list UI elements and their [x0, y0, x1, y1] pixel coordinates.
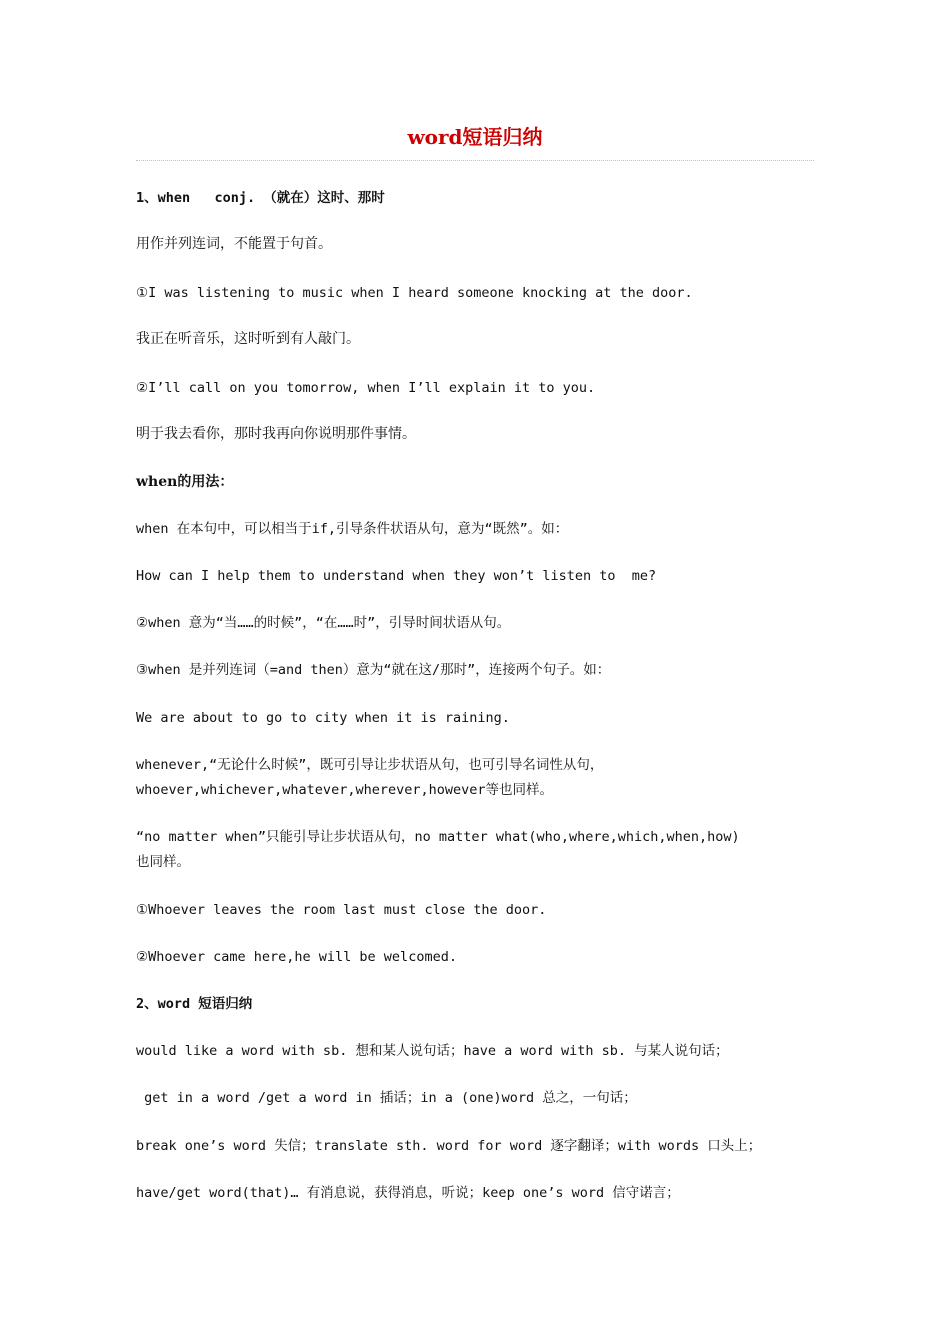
document-title: word短语归纳	[407, 125, 543, 149]
whenever-line-2: whoever,whichever,whatever,wherever,however等也同样。	[136, 782, 553, 798]
usage2-text: ②when 意为“当……的时候”，“在……时”，引导时间状语从句。	[136, 615, 511, 631]
usage1-example: How can I help them to understand when they won’t listen to me?	[136, 568, 657, 584]
section1-heading: 1、when conj. （就在）这时、那时	[136, 190, 385, 206]
usage3-text: ③when 是并列连词（=and then）意为“就在这/那时”，连接两个句子。如：	[136, 662, 611, 678]
no-matter-line-2: 也同样。	[136, 854, 190, 870]
phrase-line-2: get in a word /get a word in 插话；in a (one)word 总之，一句话；	[136, 1090, 637, 1106]
phrase-line-3: break one’s word 失信；translate sth. word for word 逐字翻译；with words 口头上；	[136, 1138, 762, 1154]
example2-chinese: 明于我去看你，那时我再向你说明那件事情。	[136, 426, 416, 442]
phrase-line-1: would like a word with sb. 想和某人说句话；have a word with sb. 与某人说句话；	[136, 1043, 729, 1059]
section1-note: 用作并列连词，不能置于句首。	[136, 236, 332, 252]
example1-chinese: 我正在听音乐，这时听到有人敲门。	[136, 331, 360, 347]
example2-english: ②I’ll call on you tomorrow, when I’ll explain it to you.	[136, 380, 596, 396]
title-divider	[136, 160, 814, 161]
phrase-line-4: have/get word(that)… 有消息说，获得消息，听说；keep one’s word 信守诺言；	[136, 1185, 680, 1201]
whenever-line-1: whenever,“无论什么时候”，既可引导让步状语从句，也可引导名词性从句，	[136, 757, 604, 773]
usage-heading: when的用法：	[136, 474, 234, 490]
example1-english: ①I was listening to music when I heard someone knocking at the door.	[136, 285, 693, 301]
no-matter-line-1: “no matter when”只能引导让步状语从句，no matter what(who,where,which,when,how)	[136, 829, 740, 845]
usage1-text: when 在本句中，可以相当于if,引导条件状语从句，意为“既然”。如：	[136, 521, 569, 537]
usage3-example: We are about to go to city when it is raining.	[136, 710, 510, 726]
section2-heading: 2、word 短语归纳	[136, 996, 253, 1012]
whoever-example-1: ①Whoever leaves the room last must close the door.	[136, 902, 547, 918]
whoever-example-2: ②Whoever came here,he will be welcomed.	[136, 949, 457, 965]
